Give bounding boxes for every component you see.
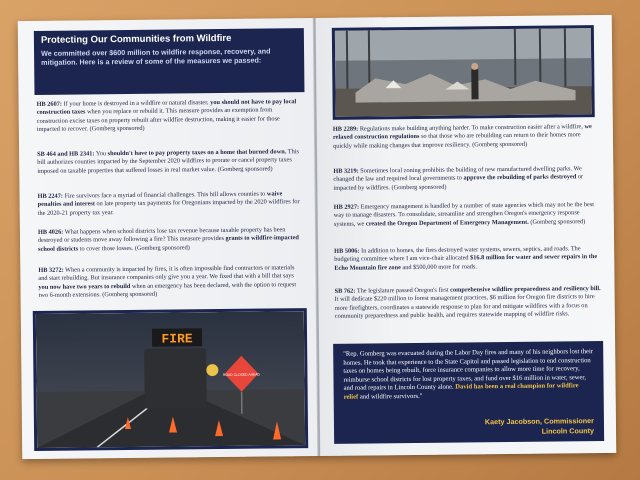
bill-text: When a community is impacted by fires, it is often impossible find contractors or materials and start rebuilding. But insurance companies only give you a year. We fixed that with a bill that says	[38, 264, 295, 283]
bill-text: The legislature passed Oregon's first	[355, 286, 451, 295]
bill-number: HB 2927:	[333, 203, 360, 211]
road-closed-text: ROAD CLOSED AHEAD	[222, 372, 261, 377]
bill-text: (Gomberg sponsored)	[528, 217, 586, 226]
bill-text: Regulations make building anything harder. To make construction easier after a wildfire,	[358, 123, 585, 133]
bill-text: and $500,000 more for roads.	[400, 262, 477, 271]
bill-text: on late property tax payments for Oregonians impacted by the 2020 wildfires for the 2020-21 property tax year.	[37, 198, 300, 217]
burned-house-illustration	[335, 28, 592, 117]
bill-text: Emergency management is handled by a number of state agencies which may not be the best way to manage disasters. To consolidate, streamline and strengthen Oregon's emergency response systems, we	[333, 201, 594, 228]
quote-attribution	[485, 416, 594, 436]
brochure	[18, 15, 617, 459]
bill-number: HB 3272:	[38, 266, 64, 274]
bill-highlight: grants to wildfire-impacted school districts	[38, 234, 299, 253]
bill-item	[37, 98, 303, 134]
bill-highlight: waive penalties and interest	[37, 190, 283, 209]
bill-text: It will dedicate $220 million to forest management practices, $6 million for Oregon fire districts to hire more firefighters, coordinates a statewide response to plan for and mitigate wildfires with a focus on community preparedness and public health, and requires statewide mapping of wildfire risks.	[334, 293, 595, 320]
bill-item	[38, 264, 304, 300]
bill-number: HB 2247:	[37, 192, 63, 200]
bill-text: when you replace or rebuild it. This measure provides an exemption from construction excise taxes on property rebuilt after wildfire destruction, making it easier for those impacted to recover. (Gomberg sponsored)	[36, 106, 280, 133]
bill-text: You	[94, 150, 108, 158]
bill-number: HB 2607:	[36, 100, 63, 108]
bill-highlight: we relaxed construction regulations	[332, 123, 592, 142]
fire-road-illustration	[36, 311, 305, 448]
bill-text: or impacted by wildfires. (Gomberg sponsored)	[333, 173, 584, 192]
person-figure	[471, 69, 478, 99]
bill-text: In addition to homes, the fires destroyed water systems, sewers, septics, and roads. The budgeting committee where I am vice-chair allocated	[334, 245, 581, 264]
bill-number: SB 762:	[334, 287, 356, 295]
bill-text: If your home is destroyed in a wildfire or natural disaster,	[61, 99, 211, 108]
bill-item	[333, 123, 601, 151]
fire-sign-text: FIRE	[161, 331, 193, 347]
bill-number: HB 4026:	[37, 228, 64, 236]
right-page	[316, 15, 617, 456]
bill-number: SB 464 and HB 2341:	[37, 150, 95, 158]
quote-organization: Lincoln County	[541, 425, 595, 436]
bill-item	[38, 190, 304, 218]
quote-tail: and wildfire survivors."	[358, 392, 423, 401]
bill-highlight: comprehensive wildfire preparedness and resiliency bill.	[450, 285, 601, 294]
bill-text: to cover those losses. (Gomberg sponsored)	[78, 243, 190, 253]
bill-item	[335, 285, 603, 321]
bill-number: HB 5006:	[334, 247, 360, 255]
bill-item	[37, 148, 303, 176]
bill-item	[38, 226, 304, 254]
bill-item	[334, 201, 602, 229]
quote-highlight: David has been a real champion for wildfire relief	[343, 382, 579, 401]
section-header	[34, 28, 305, 95]
bill-text: Fire survivors face a myriad of financial challenges. This bill allows counties to	[62, 190, 267, 200]
left-page	[18, 18, 319, 459]
bill-item	[334, 245, 602, 273]
testimonial-quote	[333, 341, 604, 444]
bill-highlight: created the Oregon Department of Emergency Management.	[365, 218, 529, 228]
section-title: Protecting Our Communities from Wildfire	[40, 32, 232, 46]
burned-house-photo	[332, 25, 595, 120]
bill-text: so that those who are rebuilding can return to their homes more quickly while making changes that improve resiliency. (Gomberg sponsored)	[333, 131, 581, 150]
bill-number: HB 3219:	[333, 167, 359, 175]
section-subtitle: We committed over $600 million to wildfire response, recovery, and mitigation. Here is a review of some of the measures we passed:	[41, 46, 271, 67]
bill-number: HB 2289:	[332, 125, 359, 133]
bill-highlight: shouldn't have to pay property taxes on a home that burned down.	[107, 148, 287, 158]
quote-author: Kaety Jacobson, Commissioner	[484, 416, 594, 427]
bill-text: What happens when school districts lose tax revenue because taxable property has been destroyed or students move away following a fire? This measure provides	[37, 226, 286, 245]
bill-item	[333, 165, 601, 193]
fire-road-photo	[33, 308, 308, 451]
bill-highlight: $16.8 million for water and sewer repairs in the Echo Mountain fire zone	[334, 253, 598, 272]
bill-highlight: you should not have to pay local construction taxes	[36, 98, 297, 117]
bill-highlight: you now have two years to rebuild	[38, 282, 131, 291]
bill-text: Sometimes local zoning prohibits the building of new manufactured dwelling parks. We changed the law and required local governments to	[333, 165, 582, 184]
bill-highlight: approve the rebuilding of parks destroyed	[463, 173, 577, 182]
quote-text: "Rep. Gomberg was evacuated during the Labor Day fires and many of his neighbors lost their homes. He took that experience to the State Capitol and passed legislation to end construction taxes on homes being rebuilt, force insurance companies to allow more time for recovery, reimburse school districts for lost property taxes, and fund over $16 million in water, sewer, and road repairs in Lincoln County alone.	[343, 348, 594, 392]
bill-text: when an emergency has been declared, with the option to request two 6-month extensions. (Gomberg sponsored)	[38, 280, 297, 299]
bill-text: This bill authorizes counties impacted by the September 2020 wildfires to prorate or cancel property taxes imposed on taxable properties that suffered losses in real market value. (Gomberg sponsored)	[37, 148, 300, 175]
